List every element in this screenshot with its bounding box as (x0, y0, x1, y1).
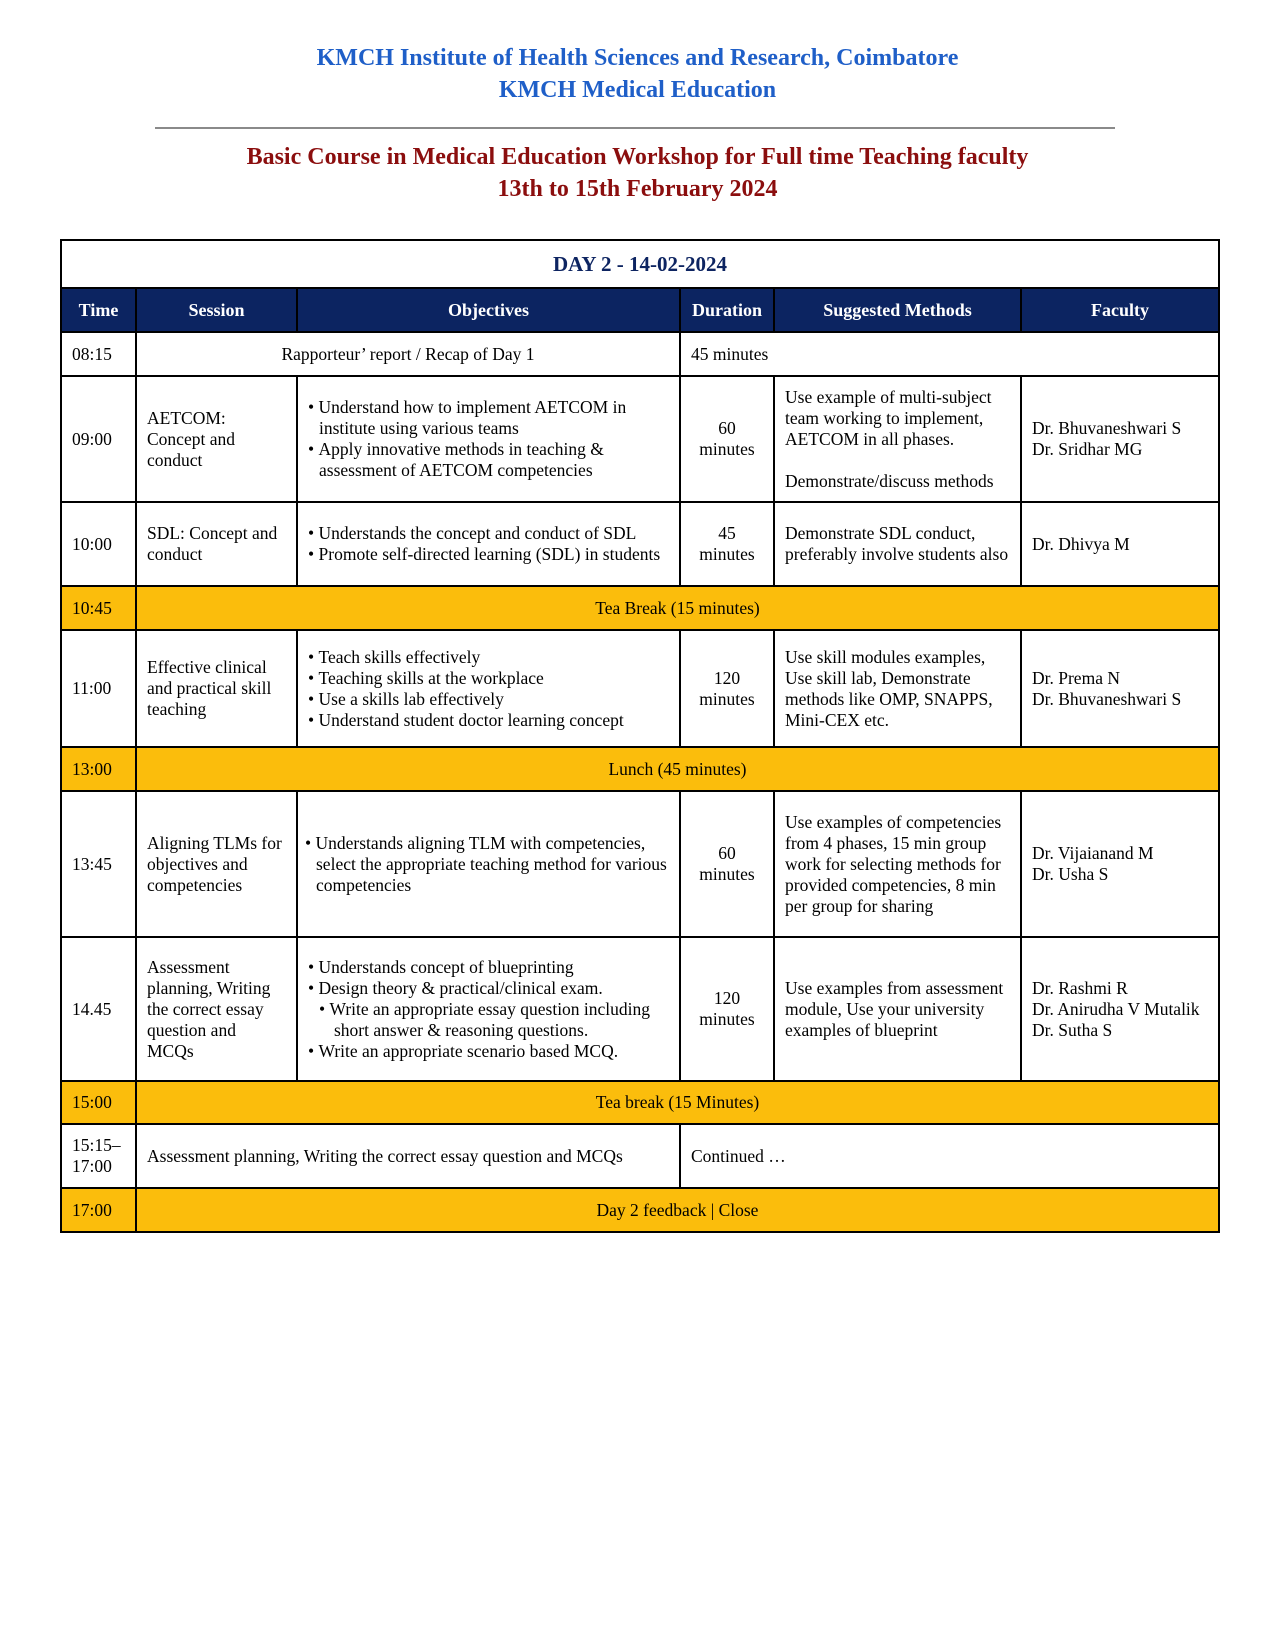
method-text: Demonstrate/discuss methods (785, 470, 994, 491)
row-methods (774, 937, 1021, 1081)
break-label: Tea break (15 Minutes) (136, 1081, 1219, 1124)
row-methods (774, 791, 1021, 937)
row-faculty (1021, 376, 1219, 502)
objective-item: • Write an appropriate scenario based MCQ. (308, 1041, 669, 1062)
row-time: 11:00 (61, 630, 136, 747)
row-session: Rapporteur’ report / Recap of Day 1 (136, 332, 680, 376)
column-header-faculty: Faculty (1021, 288, 1219, 332)
objective-item: • Write an appropriate essay question including short answer & reasoning questions. (308, 999, 669, 1041)
objective-item: • Understands aligning TLM with competencies, select the appropriate teaching method for various competencies (305, 833, 669, 896)
table-row (61, 791, 1219, 937)
method-text: Use examples from assessment module, Use your university examples of blueprint (785, 977, 1004, 1040)
faculty-name: Dr. Bhuvaneshwari S (1032, 418, 1182, 438)
objective-item: • Understands concept of blueprinting (308, 957, 669, 978)
faculty-name: Dr. Anirudha V Mutalik (1032, 998, 1200, 1019)
row-session: AETCOM: Concept and conduct (136, 376, 297, 502)
objective-item: • Promote self-directed learning (SDL) in students (308, 544, 669, 565)
objective-item: • Apply innovative methods in teaching & assessment of AETCOM competencies (308, 439, 669, 481)
course-dates: 13th to 15th February 2024 (497, 176, 778, 202)
row-duration: 120 minutes (680, 630, 774, 747)
row-objectives (297, 630, 680, 747)
faculty-name: Dr. Rashmi R (1032, 977, 1128, 998)
row-faculty (1021, 630, 1219, 747)
row-note: Continued … (680, 1124, 1219, 1188)
table-row (61, 1124, 1219, 1188)
row-objectives (297, 937, 680, 1081)
objective-item: • Understand student doctor learning concept (308, 710, 669, 731)
column-header-objectives: Objectives (297, 288, 680, 332)
row-objectives (297, 502, 680, 586)
break-row (61, 1188, 1219, 1232)
row-objectives (297, 791, 680, 937)
row-time: 14.45 (61, 937, 136, 1081)
method-text: Use examples of competencies from 4 phases, 15 min group work for selecting methods for provided competencies, 8 min per group for sharing (785, 811, 1002, 916)
objective-item: • Understand how to implement AETCOM in institute using various teams (308, 397, 669, 439)
row-time: 15:00 (61, 1081, 136, 1124)
row-time: 13:00 (61, 747, 136, 791)
faculty-name: Dr. Prema N (1032, 667, 1120, 688)
break-row (61, 586, 1219, 630)
column-header-session: Session (136, 288, 297, 332)
objective-item: • Teaching skills at the workplace (308, 668, 669, 689)
row-duration: 45 minutes (680, 332, 1219, 376)
header-divider (155, 127, 1115, 129)
institution-name: KMCH Institute of Health Sciences and Research, Coimbatore (316, 45, 959, 71)
day-title: DAY 2 - 14-02-2024 (61, 240, 1219, 288)
column-header-duration: Duration (680, 288, 774, 332)
row-session: Effective clinical and practical skill teaching (136, 630, 297, 747)
break-row (61, 747, 1219, 791)
table-header-row (61, 288, 1219, 332)
method-text: Demonstrate SDL conduct, preferably involve students also (785, 523, 1009, 564)
table-row (61, 376, 1219, 502)
faculty-name: Dr. Vijaianand M (1032, 843, 1154, 863)
row-faculty (1021, 791, 1219, 937)
break-label: Tea Break (15 minutes) (136, 586, 1219, 630)
method-text: Use example of multi-subject team working to implement, AETCOM in all phases. (785, 386, 992, 449)
table-row (61, 630, 1219, 747)
faculty-name: Dr. Sridhar MG (1032, 439, 1143, 459)
break-label: Day 2 feedback | Close (136, 1188, 1219, 1232)
table-row (61, 937, 1219, 1081)
row-time: 08:15 (61, 332, 136, 376)
row-session: Assessment planning, Writing the correct essay question and MCQs (136, 1124, 680, 1188)
row-faculty (1021, 502, 1219, 586)
method-text: Use skill modules examples, Use skill lab, Demonstrate methods like OMP, SNAPPS, Mini-CEX etc. (785, 646, 993, 730)
row-time: 10:00 (61, 502, 136, 586)
row-duration: 60 minutes (680, 376, 774, 502)
row-methods (774, 502, 1021, 586)
row-duration: 60 minutes (680, 791, 774, 937)
objective-item: • Teach skills effectively (308, 647, 669, 668)
faculty-name: Dr. Sutha S (1032, 1019, 1113, 1040)
day-title-row (61, 240, 1219, 288)
objective-item: • Design theory & practical/clinical exam. (308, 978, 669, 999)
break-row (61, 1081, 1219, 1124)
department-name: KMCH Medical Education (498, 77, 777, 103)
objective-item: • Understands the concept and conduct of SDL (308, 523, 669, 544)
row-duration: 120 minutes (680, 937, 774, 1081)
objective-item: • Use a skills lab effectively (308, 689, 669, 710)
row-time: 17:00 (61, 1188, 136, 1232)
faculty-name: Dr. Usha S (1032, 864, 1109, 884)
table-row (61, 332, 1219, 376)
row-time: 13:45 (61, 791, 136, 937)
row-session: SDL: Concept and conduct (136, 502, 297, 586)
faculty-name: Dr. Dhivya M (1032, 533, 1130, 554)
row-faculty (1021, 937, 1219, 1081)
column-header-methods: Suggested Methods (774, 288, 1021, 332)
row-session: Aligning TLMs for objectives and competencies (136, 791, 297, 937)
row-objectives (297, 376, 680, 502)
break-label: Lunch (45 minutes) (136, 747, 1219, 791)
table-row (61, 502, 1219, 586)
row-time: 09:00 (61, 376, 136, 502)
faculty-name: Dr. Bhuvaneshwari S (1032, 688, 1182, 709)
row-time: 10:45 (61, 586, 136, 630)
row-duration: 45 minutes (680, 502, 774, 586)
row-time: 15:15–17:00 (61, 1124, 136, 1188)
column-header-time: Time (61, 288, 136, 332)
row-methods (774, 630, 1021, 747)
row-session: Assessment planning, Writing the correct essay question and MCQs (136, 937, 297, 1081)
schedule-table (60, 239, 1220, 1233)
row-methods (774, 376, 1021, 502)
course-title: Basic Course in Medical Education Workshop for Full time Teaching faculty (246, 144, 1029, 170)
